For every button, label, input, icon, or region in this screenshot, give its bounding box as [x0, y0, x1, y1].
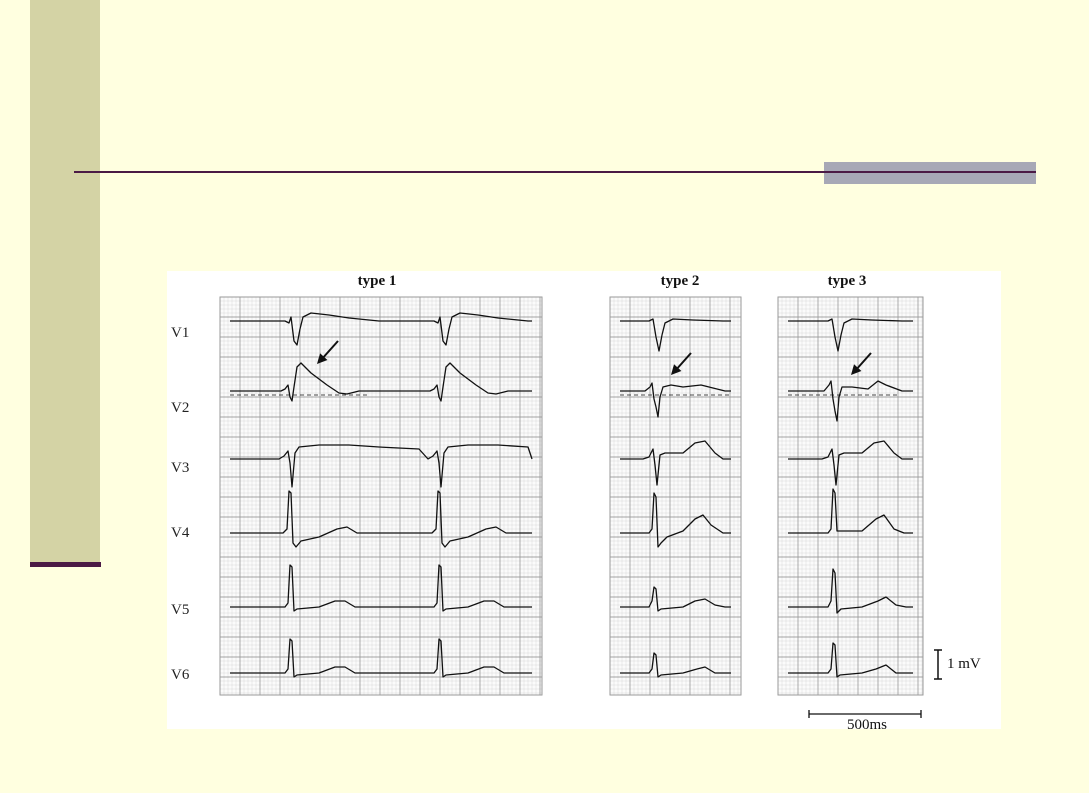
side-bar-underline [30, 562, 101, 567]
divider-accent-block [824, 162, 1036, 184]
lead-label-v1: V1 [171, 325, 190, 341]
lead-label-v2: V2 [171, 400, 190, 416]
ecg-grid-panel-2 [610, 297, 741, 695]
ecg-figure [167, 271, 1001, 729]
slide-side-bar [30, 0, 100, 565]
time-scale-label: 500ms [846, 717, 888, 729]
lead-label-v4: V4 [171, 525, 190, 541]
ecg-grid-panel-3 [778, 297, 923, 695]
ecg-diagram [167, 271, 1001, 729]
panel-title-type-3: type 3 [827, 273, 867, 289]
voltage-scale-bar [934, 650, 942, 679]
lead-label-v3: V3 [171, 460, 190, 476]
panel-title-type-1: type 1 [357, 273, 397, 289]
voltage-scale-label: 1 mV [947, 656, 981, 672]
lead-label-v6: V6 [171, 667, 190, 683]
ecg-grid-panel-1 [220, 297, 542, 695]
panel-title-type-2: type 2 [660, 273, 700, 289]
lead-label-v5: V5 [171, 602, 190, 618]
